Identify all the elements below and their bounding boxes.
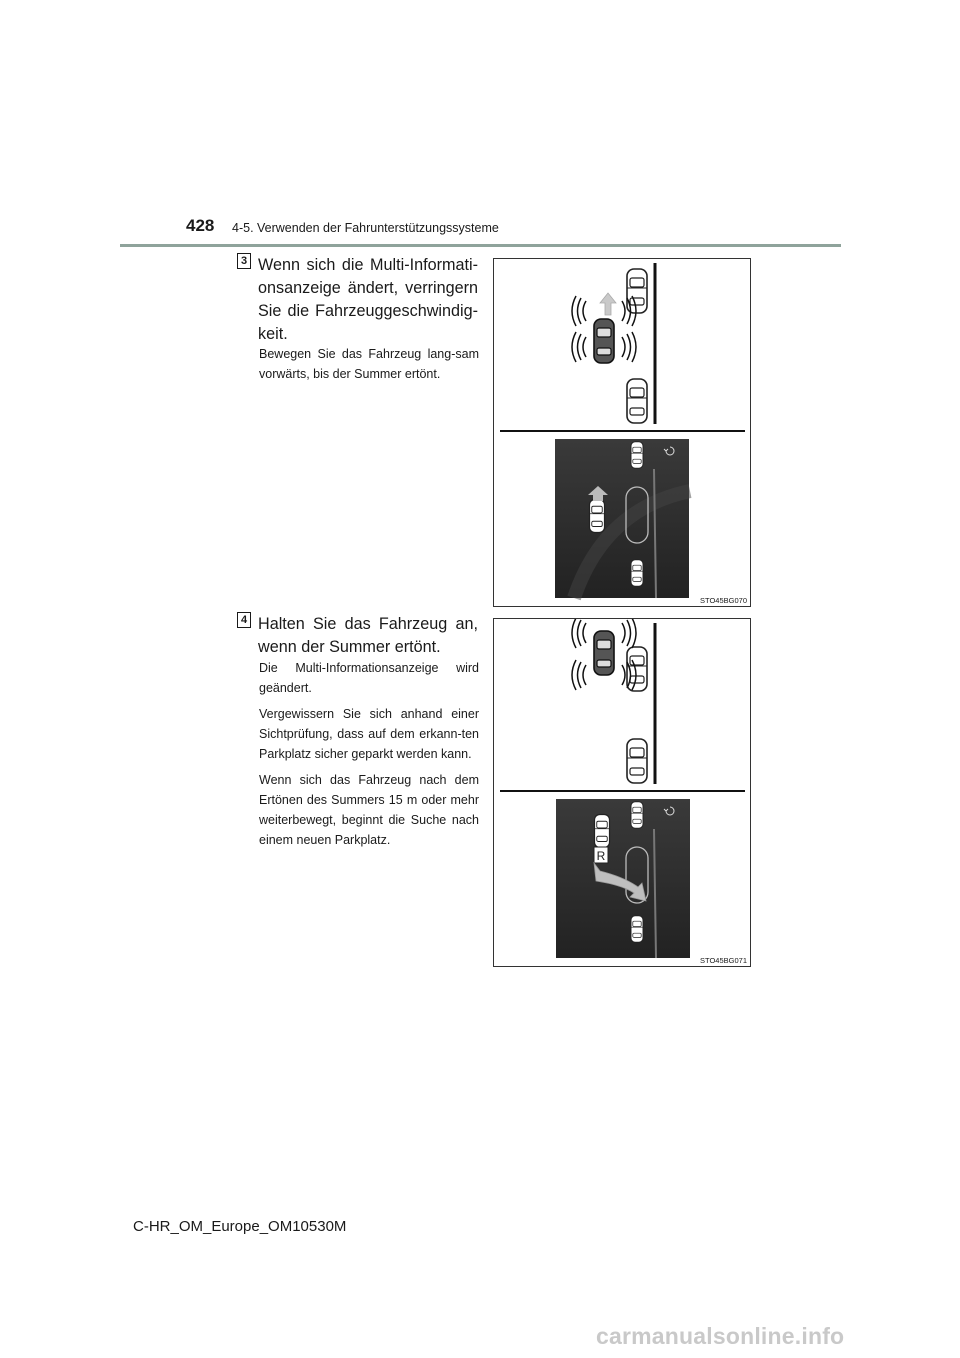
figure-code-step-3: STO45BG070 [700,596,747,605]
reverse-gear-label: R [596,849,606,863]
step-number-4: 4 [237,612,251,628]
header-divider [120,244,841,247]
page-number: 428 [186,216,215,235]
section-title: 4-5. Verwenden der Fahrunterstützungssysteme [232,221,499,235]
step-number-3: 3 [237,253,251,269]
step-4-paragraph-2: Vergewissern Sie sich anhand einer Sichtprüfung, dass auf dem erkann-ten Parkplatz sicher geparkt werden kann. [259,707,479,761]
step-3-paragraph: Bewegen Sie das Fahrzeug lang-sam vorwärts, bis der Summer ertönt. [259,347,479,381]
document-code: C-HR_OM_Europe_OM10530M [133,1218,347,1235]
figure-step-3 [493,258,751,607]
parking-diagram-step-4 [494,619,750,966]
step-3-body [259,344,479,390]
figure-code-step-4: STO45BG071 [700,956,747,965]
step-4-paragraph-3: Wenn sich das Fahrzeug nach dem Ertönen des Summers 15 m oder mehr weiterbewegt, beginnt die Suche nach einem neuen Parkplatz. [259,773,479,847]
step-4-body [259,658,479,856]
step-3-heading: Wenn sich die Multi-Informati-onsanzeige ändert, verringern Sie die Fahrzeuggeschwindig-keit. [258,256,478,343]
step-4-heading: Halten Sie das Fahrzeug an, wenn der Summer ertönt. [258,615,478,656]
figure-step-4 [493,618,751,967]
step-4-paragraph-1: Die Multi-Informationsanzeige wird geändert. [259,661,479,695]
watermark: carmanualsonline.info [596,1323,845,1349]
parking-diagram-step-3 [494,259,750,606]
